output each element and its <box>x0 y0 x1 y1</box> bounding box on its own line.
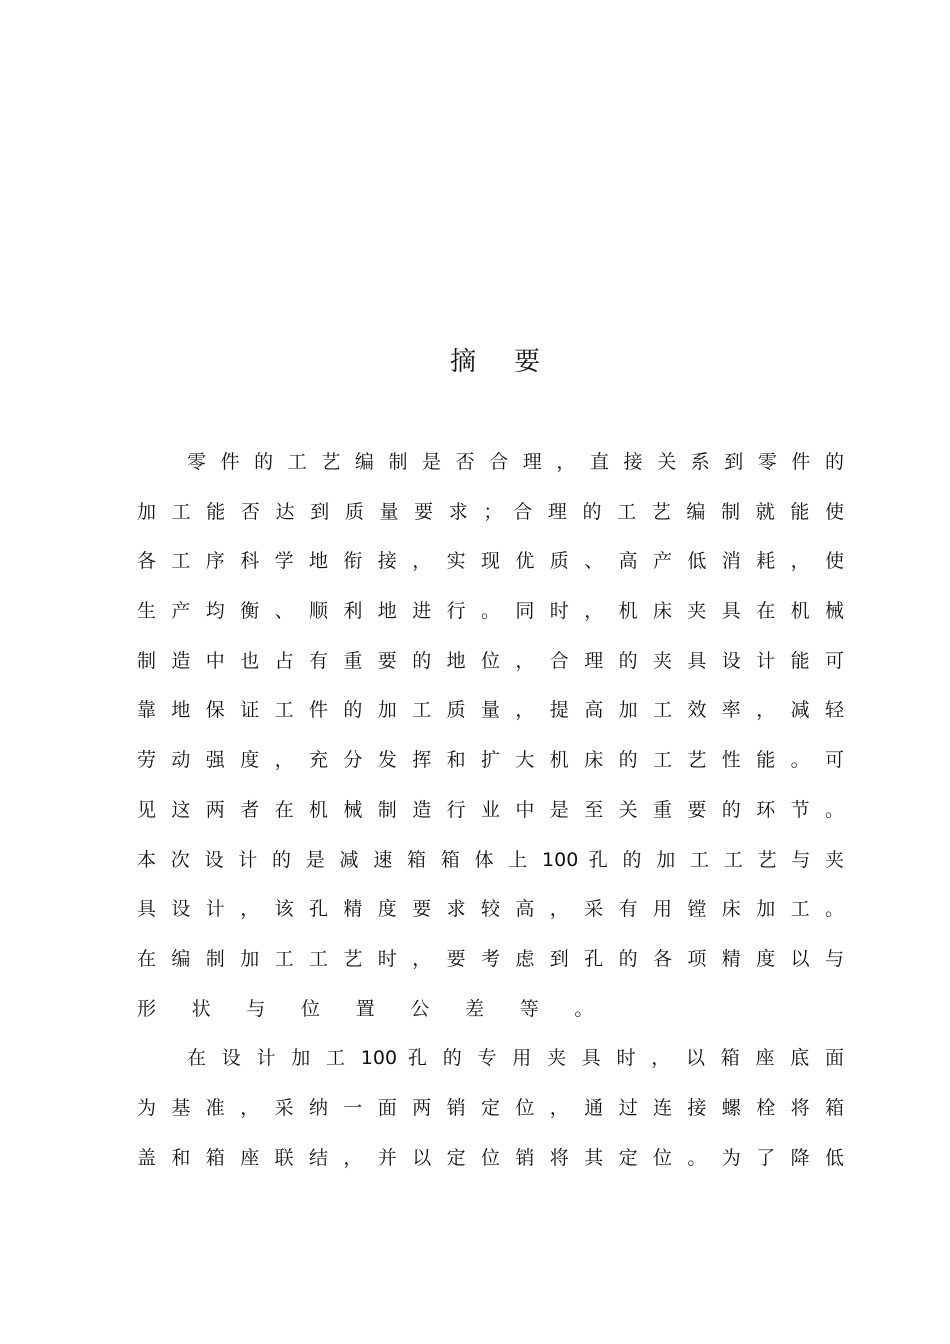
title-char-1: 摘 <box>449 347 476 377</box>
paragraph-1-line: 生 产 均 衡 、 顺 利 地 进 行 。 同 时 ， 机 床 夹 具 在 机 械 <box>137 600 844 623</box>
paragraph-1-line: 零 件 的 工 艺 编 制 是 否 合 理 ， 直 接 关 系 到 零 件 的 <box>187 451 844 473</box>
paragraph-1-line: 本 次 设 计 的 是 减 速 箱 箱 体 上 100 孔 的 加 工 工 艺 与 夹 <box>137 848 844 871</box>
abstract-body <box>137 438 844 1183</box>
paragraph-1-line: 各 工 序 科 学 地 衔 接 ， 实 现 优 质 、 高 产 低 消 耗 ， 使 <box>137 550 844 573</box>
paragraph-1-line: 制 造 中 也 占 有 重 要 的 地 位 ， 合 理 的 夹 具 设 计 能 可 <box>137 649 844 672</box>
paragraph-2-line: 在 设 计 加 工 100 孔 的 专 用 夹 具 时 ， 以 箱 座 底 面 <box>187 1047 844 1070</box>
paragraph-2-line: 盖 和 箱 座 联 结 ， 并 以 定 位 销 将 其 定 位 。 为 了 降 低 <box>137 1146 844 1169</box>
paragraph-1-line: 具 设 计 ， 该 孔 精 度 要 求 较 高 ， 采 有 用 镗 床 加 工 。 <box>137 898 844 921</box>
paragraph-2-line: 为 基 准 ， 采 纳 一 面 两 销 定 位 ， 通 过 连 接 螺 栓 将 箱 <box>137 1096 844 1119</box>
paragraph-1-line: 见 这 两 者 在 机 械 制 造 行 业 中 是 至 关 重 要 的 环 节 。 <box>137 798 844 821</box>
paragraph-1-line: 靠 地 保 证 工 件 的 加 工 质 量 ， 提 高 加 工 效 率 ， 减 轻 <box>137 699 844 722</box>
paragraph-1-line: 在 编 制 加 工 工 艺 时 ， 要 考 虑 到 孔 的 各 项 精 度 以 与 <box>137 947 844 970</box>
paragraph-1-line: 加 工 能 否 达 到 质 量 要 求 ； 合 理 的 工 艺 编 制 就 能 使 <box>137 500 844 523</box>
page-title <box>0 342 950 382</box>
paragraph-1-last-line: 形 状 与 位 置 公 差 等 。 <box>137 997 609 1020</box>
title-char-2: 要 <box>514 347 541 377</box>
paragraph-1-line: 劳 动 强 度 ， 充 分 发 挥 和 扩 大 机 床 的 工 艺 性 能 。 可 <box>137 749 844 772</box>
